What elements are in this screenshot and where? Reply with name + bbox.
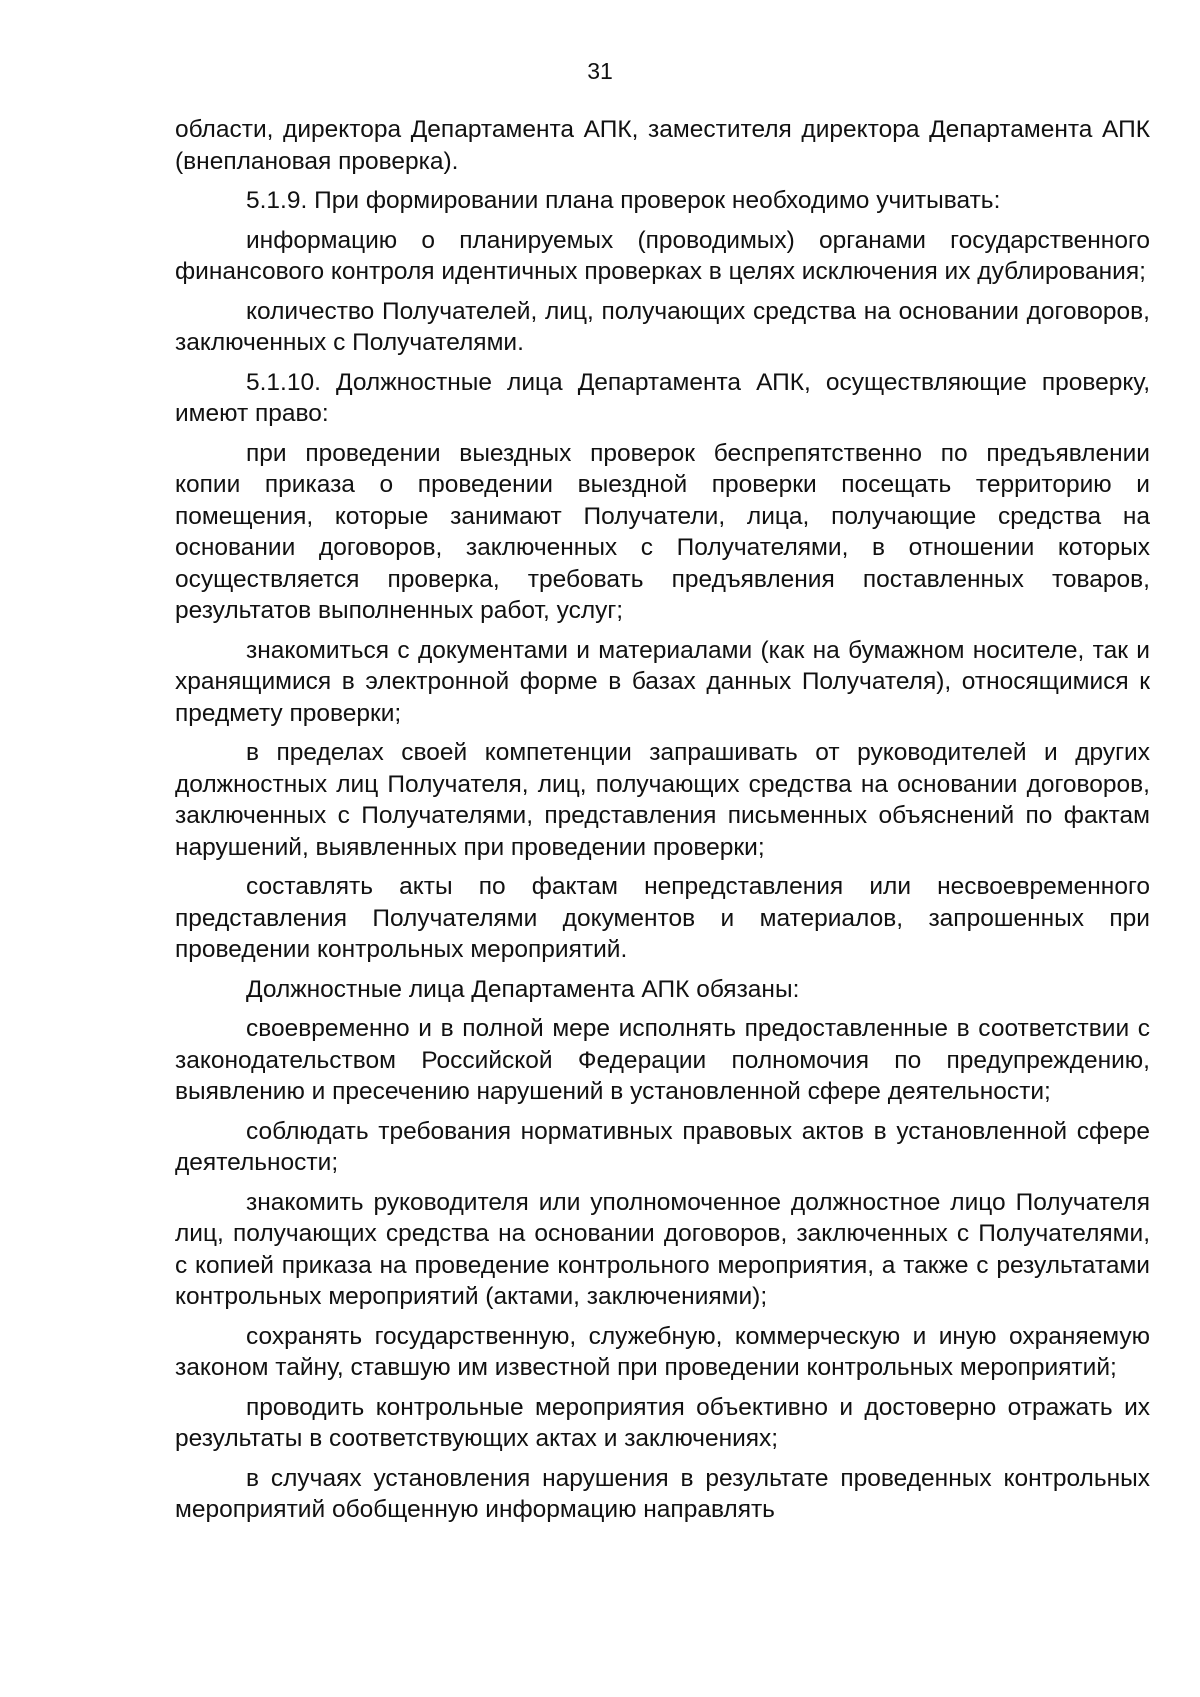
paragraph: в случаях установления нарушения в результате проведенных контрольных мероприятий обобщенную информацию направлять bbox=[175, 1464, 1150, 1523]
paragraph: проводить контрольные мероприятия объективно и достоверно отражать их результаты в соответствующих актах и заключениях; bbox=[175, 1393, 1150, 1452]
paragraph: информацию о планируемых (проводимых) органами государственного финансового контроля идентичных проверках в целях исключения их дублирования; bbox=[175, 226, 1150, 285]
document-body bbox=[175, 114, 1150, 1534]
paragraph: Должностные лица Департамента АПК обязаны: bbox=[246, 975, 800, 1003]
paragraph: своевременно и в полной мере исполнять предоставленные в соответствии с законодательством Российской Федерации полномочия по предупреждению, выявлению и пресечению нарушений в установленной сфере деятельности; bbox=[175, 1015, 1150, 1105]
paragraph: количество Получателей, лиц, получающих средства на основании договоров, заключенных с Получателями. bbox=[175, 297, 1150, 356]
paragraph: соблюдать требования нормативных правовых актов в установленной сфере деятельности; bbox=[175, 1117, 1150, 1176]
paragraph: сохранять государственную, служебную, коммерческую и иную охраняемую законом тайну, ставшую им известной при проведении контрольных мероприятий; bbox=[175, 1322, 1150, 1381]
paragraph: знакомиться с документами и материалами (как на бумажном носителе, так и хранящимися в электронной форме в базах данных Получателя), относящимися к предмету проверки; bbox=[175, 636, 1150, 727]
paragraph: в пределах своей компетенции запрашивать от руководителей и других должностных лиц Получателя, лиц, получающих средства на основании договоров, заключенных с Получателями, представления письменных объяснений по фактам нарушений, выявленных при проведении проверки; bbox=[175, 739, 1150, 861]
paragraph: 5.1.10. Должностные лица Департамента АПК, осуществляющие проверку, имеют право: bbox=[175, 368, 1150, 427]
paragraph: 5.1.9. При формировании плана проверок необходимо учитывать: bbox=[246, 187, 1001, 214]
paragraph: составлять акты по фактам непредставления или несвоевременного представления Получателями документов и материалов, запрошенных при проведении контрольных мероприятий. bbox=[175, 873, 1150, 963]
page-number: 31 bbox=[587, 58, 613, 84]
paragraph: области, директора Департамента АПК, заместителя директора Департамента АПК (внеплановая проверка). bbox=[175, 116, 1150, 175]
paragraph: знакомить руководителя или уполномоченное должностное лицо Получателя лиц, получающих средства на основании договоров, заключенных с Получателями, с копией приказа на проведение контрольного мероприятия, а также с результатами контрольных мероприятий (актами, заключениями); bbox=[175, 1188, 1150, 1310]
paragraph: при проведении выездных проверок беспрепятственно по предъявлении копии приказа о проведении выездной проверки посещать территорию и помещения, которые занимают Получатели, лица, получающие средства на основании договоров, заключенных с Получателями, в отношении которых осуществляется проверка, требовать предъявления поставленных товаров, результатов выполненных работ, услуг; bbox=[175, 439, 1150, 624]
